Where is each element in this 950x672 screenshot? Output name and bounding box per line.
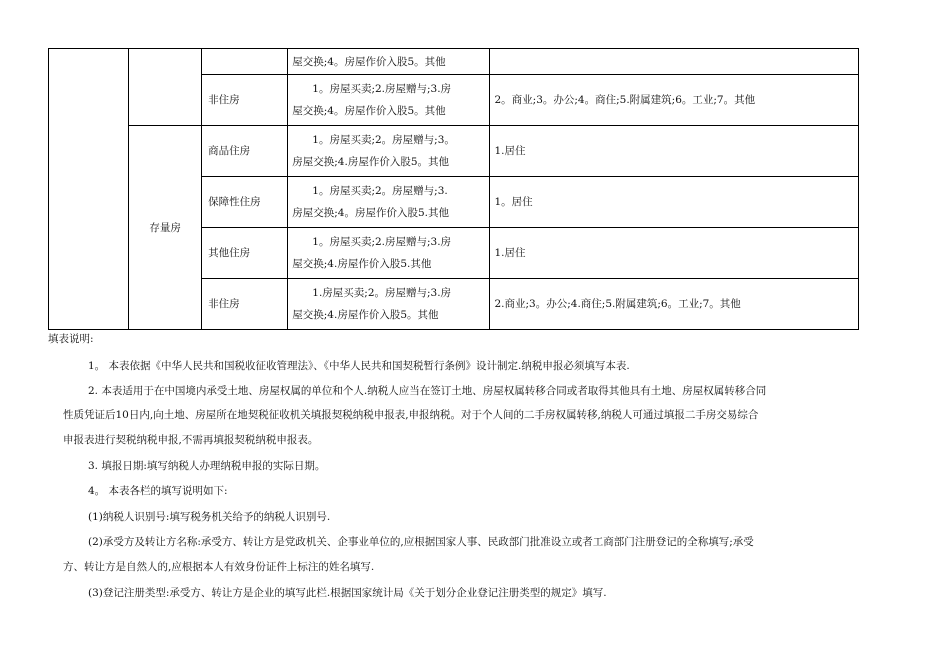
table-row — [49, 126, 859, 177]
instruction-item-continued: 性质凭证后10日内,向土地、房屋所在地契税征收机关填报契税纳税申报表,申报纳税。对于个人间的二手房权属转移,纳税人可通过填报二手房交易综合 — [63, 409, 759, 421]
transfer-method-cell — [288, 177, 489, 228]
instruction-subitem: (1)纳税人识别号:填写税务机关给予的纳税人识别号. — [88, 511, 331, 523]
table-row — [49, 49, 859, 75]
transfer-method-cell — [288, 126, 489, 177]
transfer-method-line: 屋交换;4。房屋作价入股5。其他 — [292, 105, 446, 117]
property-type-cell: 非住房 — [202, 279, 288, 330]
instruction-item: 3. 填报日期:填写纳税人办理纳税申报的实际日期。 — [88, 460, 326, 472]
instruction-subitem-continued: 方、转让方是自然人的,应根据本人有效身份证件上标注的姓名填写. — [63, 561, 375, 573]
property-type-cell: 非住房 — [202, 75, 288, 126]
transfer-method-line: 1。房屋买卖;2.房屋赠与;3.房 — [312, 83, 452, 95]
transfer-method-line: 1。房屋买卖;2。房屋赠与;3. — [312, 185, 448, 197]
transfer-method-line: 屋交换;4.房屋作价入股5.其他 — [292, 258, 432, 270]
usage-cell: 2.商业;3。办公;4.商住;5.附属建筑;6。工业;7。其他 — [489, 279, 859, 330]
category-blank-cell — [49, 49, 129, 330]
existing-house-category-cell: 存量房 — [129, 126, 202, 330]
property-type-cell: 商品住房 — [202, 126, 288, 177]
instruction-subitem: (2)承受方及转让方名称:承受方、转让方是党政机关、企事业单位的,应根据国家人事、民政部门批准设立或者工商部门注册登记的全称填写;承受 — [88, 536, 754, 548]
usage-cell — [489, 49, 859, 75]
instruction-item-continued: 申报表进行契税纳税申报,不需再填报契税纳税申报表。 — [63, 434, 319, 446]
usage-cell: 1.居住 — [489, 228, 859, 279]
instruction-item: 2. 本表适用于在中国境内承受土地、房屋权属的单位和个人.纳税人应当在签订土地、房屋权属转移合同或者取得其他具有土地、房屋权属转移合同 — [88, 385, 767, 397]
usage-cell: 2。商业;3。办公;4。商住;5.附属建筑;6。工业;7。其他 — [489, 75, 859, 126]
transfer-method-line: 房屋交换;4.房屋作价入股5。其他 — [292, 156, 450, 168]
usage-cell: 1.居住 — [489, 126, 859, 177]
tax-declaration-table — [48, 48, 859, 330]
transfer-method-line: 1。房屋买卖;2。房屋赠与;3。 — [312, 134, 455, 146]
instruction-item: 1。 本表依据《中华人民共和国税收征收管理法》、《中华人民共和国契税暂行条例》设计制定.纳税申报必须填写本表. — [88, 360, 630, 372]
property-type-cell: 其他住房 — [202, 228, 288, 279]
transfer-method-line: 房屋交换;4。房屋作价入股5.其他 — [292, 207, 450, 219]
transfer-method-line: 屋交换;4.房屋作价入股5。其他 — [292, 309, 439, 321]
transfer-method-cell — [288, 279, 489, 330]
instruction-item: 4。 本表各栏的填写说明如下: — [88, 485, 228, 497]
transfer-method-line: 1。房屋买卖;2.房屋赠与;3.房 — [312, 236, 452, 248]
usage-cell: 1。居住 — [489, 177, 859, 228]
new-house-subcategory-cell — [129, 49, 202, 126]
transfer-method-line: 屋交换;4。房屋作价入股5。其他 — [292, 55, 446, 68]
instructions-title: 填表说明: — [48, 333, 94, 345]
property-type-cell: 保障性住房 — [202, 177, 288, 228]
transfer-method-line: 1.房屋买卖;2。房屋赠与;3.房 — [312, 287, 452, 299]
instruction-subitem: (3)登记注册类型:承受方、转让方是企业的填写此栏.根据国家统计局《关于划分企业登记注册类型的规定》填写. — [88, 587, 607, 599]
transfer-method-cell — [288, 228, 489, 279]
property-type-cell — [202, 49, 288, 75]
transfer-method-cell — [288, 75, 489, 126]
transfer-method-cell — [288, 49, 489, 75]
